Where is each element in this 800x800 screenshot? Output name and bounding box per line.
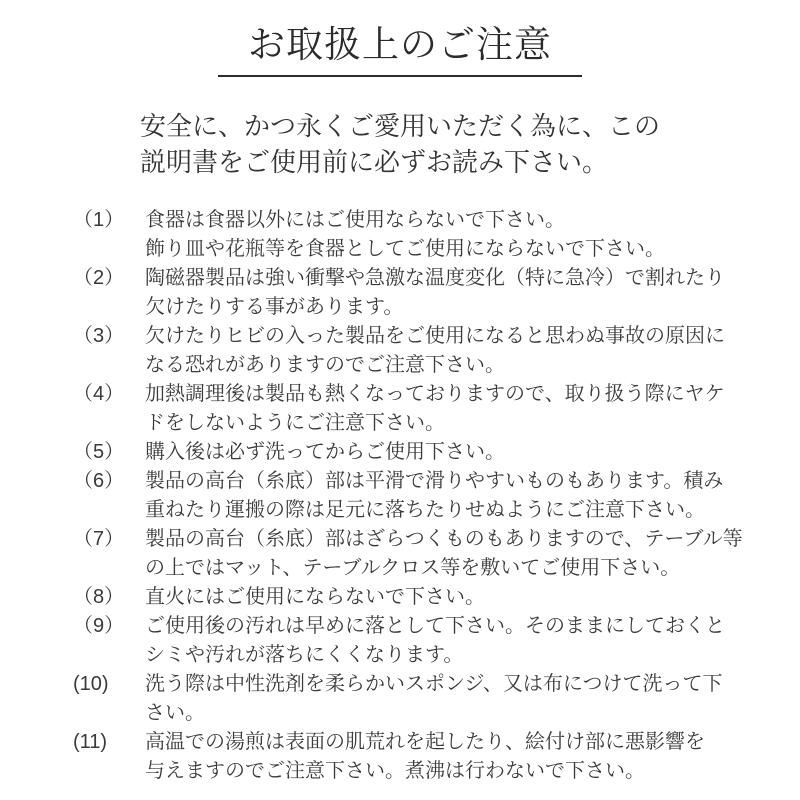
intro-text	[140, 108, 800, 180]
item-text-line: 購入後は必ず洗ってからご使用下さい。	[145, 441, 505, 463]
item-text-line: 加熱調理後は製品も熱くなっておりますので、取り扱う際にヤケ	[145, 383, 725, 405]
list-item	[73, 670, 800, 728]
item-text-line: ご使用後の汚れは早めに落として下さい。そのままにしておくと	[145, 615, 725, 637]
list-item	[73, 264, 800, 322]
item-text-line: 食器は食器以外にはご使用ならないで下さい。	[145, 209, 565, 231]
item-text	[145, 467, 800, 525]
intro-line-2: 説明書をご使用前に必ずお読み下さい。	[140, 147, 609, 177]
item-text	[145, 525, 800, 583]
item-text	[145, 728, 800, 786]
intro-line-1: 安全に、かつ永くご愛用いただく為に、この	[140, 111, 661, 141]
list-item	[73, 380, 800, 438]
item-number: （8）	[73, 586, 125, 608]
page-title: お取扱上のご注意	[218, 14, 582, 77]
item-text	[145, 612, 800, 670]
item-text	[145, 583, 800, 612]
list-item	[73, 322, 800, 380]
item-text	[145, 670, 800, 728]
precaution-list	[0, 206, 800, 786]
item-text	[145, 322, 800, 380]
item-text-line: さい。	[145, 702, 205, 724]
list-item	[73, 612, 800, 670]
item-text	[145, 264, 800, 322]
item-number: （2）	[73, 267, 125, 289]
item-text-line: 重ねたり運搬の際は足元に落ちたりせぬようにご注意下さい。	[145, 499, 705, 521]
item-text	[145, 380, 800, 438]
list-item	[73, 525, 800, 583]
item-number: （4）	[73, 383, 125, 405]
item-number: （6）	[73, 470, 125, 492]
item-text-line: 高温での湯煎は表面の肌荒れを起したり、絵付け部に悪影響を	[145, 731, 705, 753]
item-number: （1）	[73, 209, 125, 231]
list-item	[73, 438, 800, 467]
item-number: （9）	[73, 615, 125, 637]
item-text-line: 直火にはご使用にならないで下さい。	[145, 586, 485, 608]
item-number: (10)	[73, 673, 109, 695]
item-text	[145, 206, 800, 264]
item-text-line: 飾り皿や花瓶等を食器としてご使用にならないで下さい。	[145, 238, 665, 260]
item-text	[145, 438, 800, 467]
item-text-line: 陶磁器製品は強い衝撃や急激な温度変化（特に急冷）で割れたり	[145, 267, 725, 289]
item-text-line: 製品の高台（糸底）部はざらつくものもありますので、テーブル等	[145, 528, 743, 550]
item-text-line: の上ではマット、テーブルクロス等を敷いてご使用下さい。	[145, 557, 681, 579]
item-text-line: ドをしないようにご注意下さい。	[145, 412, 445, 434]
item-number: （5）	[73, 441, 125, 463]
list-item	[73, 728, 800, 786]
item-text-line: 与えますのでご注意下さい。煮沸は行わないで下さい。	[145, 760, 645, 782]
item-text-line: なる恐れがありますのでご注意下さい。	[145, 354, 505, 376]
item-number: (11)	[73, 731, 108, 753]
item-text-line: 欠けたりする事があります。	[145, 296, 404, 318]
item-text-line: シミや汚れが落ちにくくなります。	[145, 644, 464, 666]
list-item	[73, 206, 800, 264]
item-text-line: 洗う際は中性洗剤を柔らかいスポンジ、又は布につけて洗って下	[145, 673, 723, 695]
item-text-line: 製品の高台（糸底）部は平滑で滑りやすいものもあります。積み	[145, 470, 724, 492]
item-text-line: 欠けたりヒビの入った製品をご使用になると思わぬ事故の原因に	[145, 325, 725, 347]
title-section	[0, 0, 800, 77]
item-number: （3）	[73, 325, 125, 347]
list-item	[73, 583, 800, 612]
item-number: （7）	[73, 528, 125, 550]
list-item	[73, 467, 800, 525]
